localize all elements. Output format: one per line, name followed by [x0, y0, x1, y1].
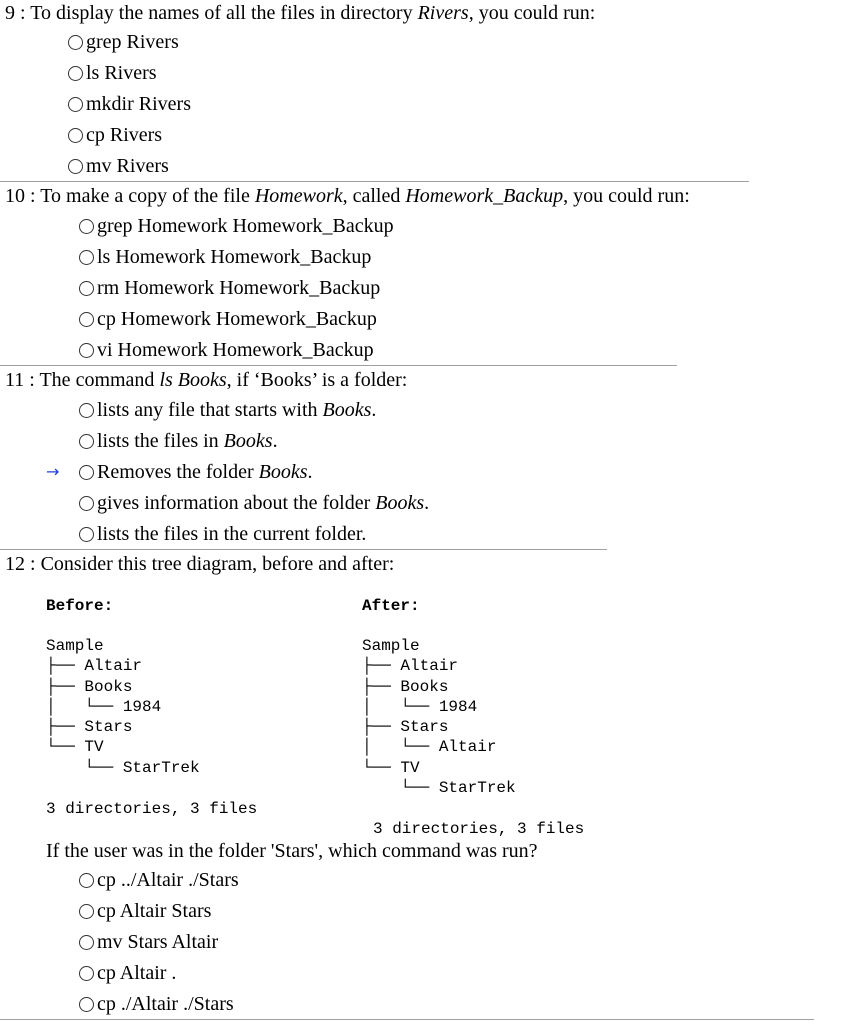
divider: [0, 365, 677, 366]
answer-arrow-icon: →: [46, 462, 60, 481]
q10-option-1[interactable]: grep Homework Homework_Backup: [79, 215, 394, 237]
q12-option-5[interactable]: cp ./Altair ./Stars: [79, 993, 234, 1015]
q9-option-1[interactable]: grep Rivers: [68, 31, 179, 53]
radio-button[interactable]: [79, 465, 94, 480]
radio-button[interactable]: [68, 35, 83, 50]
question-12-subprompt: If the user was in the folder 'Stars', which command was run?: [46, 840, 538, 862]
q12-option-4[interactable]: cp Altair .: [79, 962, 176, 984]
q12-option-1[interactable]: cp ../Altair ./Stars: [79, 869, 239, 891]
radio-button[interactable]: [79, 496, 94, 511]
radio-button[interactable]: [79, 250, 94, 265]
radio-button[interactable]: [68, 128, 83, 143]
after-summary: 3 directories, 3 files: [373, 820, 585, 838]
before-summary: 3 directories, 3 files: [46, 800, 258, 818]
radio-button[interactable]: [68, 97, 83, 112]
q10-option-4[interactable]: cp Homework Homework_Backup: [79, 308, 377, 330]
q10-option-5[interactable]: vi Homework Homework_Backup: [79, 339, 374, 361]
q9-option-5[interactable]: mv Rivers: [68, 155, 169, 177]
radio-button[interactable]: [79, 434, 94, 449]
radio-button[interactable]: [68, 66, 83, 81]
q11-option-3[interactable]: Removes the folder Books.: [79, 461, 313, 483]
divider: [0, 549, 607, 550]
q9-option-2[interactable]: ls Rivers: [68, 62, 157, 84]
radio-button[interactable]: [79, 527, 94, 542]
q11-option-4[interactable]: gives information about the folder Books.: [79, 492, 429, 514]
q11-option-5[interactable]: lists the files in the current folder.: [79, 523, 366, 545]
q10-option-2[interactable]: ls Homework Homework_Backup: [79, 246, 371, 268]
q11-option-2[interactable]: lists the files in Books.: [79, 430, 278, 452]
divider: [0, 1019, 814, 1020]
q10-option-3[interactable]: rm Homework Homework_Backup: [79, 277, 380, 299]
radio-button[interactable]: [79, 403, 94, 418]
q9-option-4[interactable]: cp Rivers: [68, 124, 162, 146]
q12-option-2[interactable]: cp Altair Stars: [79, 900, 211, 922]
q11-option-1[interactable]: lists any file that starts with Books.: [79, 399, 376, 421]
radio-button[interactable]: [79, 966, 94, 981]
radio-button[interactable]: [68, 159, 83, 174]
question-11-prompt: 11 : The command ls Books, if ‘Books’ is a folder:: [5, 369, 408, 391]
q12-option-3[interactable]: mv Stars Altair: [79, 931, 218, 953]
radio-button[interactable]: [79, 935, 94, 950]
question-9-prompt: 9 : To display the names of all the files in directory Rivers, you could run:: [5, 2, 596, 24]
radio-button[interactable]: [79, 281, 94, 296]
before-tree: Sample ├── Altair ├── Books │ └── 1984 ├── Stars └── TV └── StarTrek: [46, 637, 200, 777]
after-label: After:: [362, 597, 420, 615]
q9-option-3[interactable]: mkdir Rivers: [68, 93, 191, 115]
after-tree: Sample ├── Altair ├── Books │ └── 1984 ├── Stars │ └── Altair └── TV └── StarTrek: [362, 637, 516, 798]
radio-button[interactable]: [79, 343, 94, 358]
question-10-prompt: 10 : To make a copy of the file Homework, called Homework_Backup, you could run:: [5, 185, 690, 207]
radio-button[interactable]: [79, 904, 94, 919]
question-12-prompt: 12 : Consider this tree diagram, before and after:: [5, 553, 395, 575]
radio-button[interactable]: [79, 219, 94, 234]
before-label: Before:: [46, 597, 114, 615]
divider: [0, 181, 749, 182]
radio-button[interactable]: [79, 312, 94, 327]
radio-button[interactable]: [79, 997, 94, 1012]
radio-button[interactable]: [79, 873, 94, 888]
